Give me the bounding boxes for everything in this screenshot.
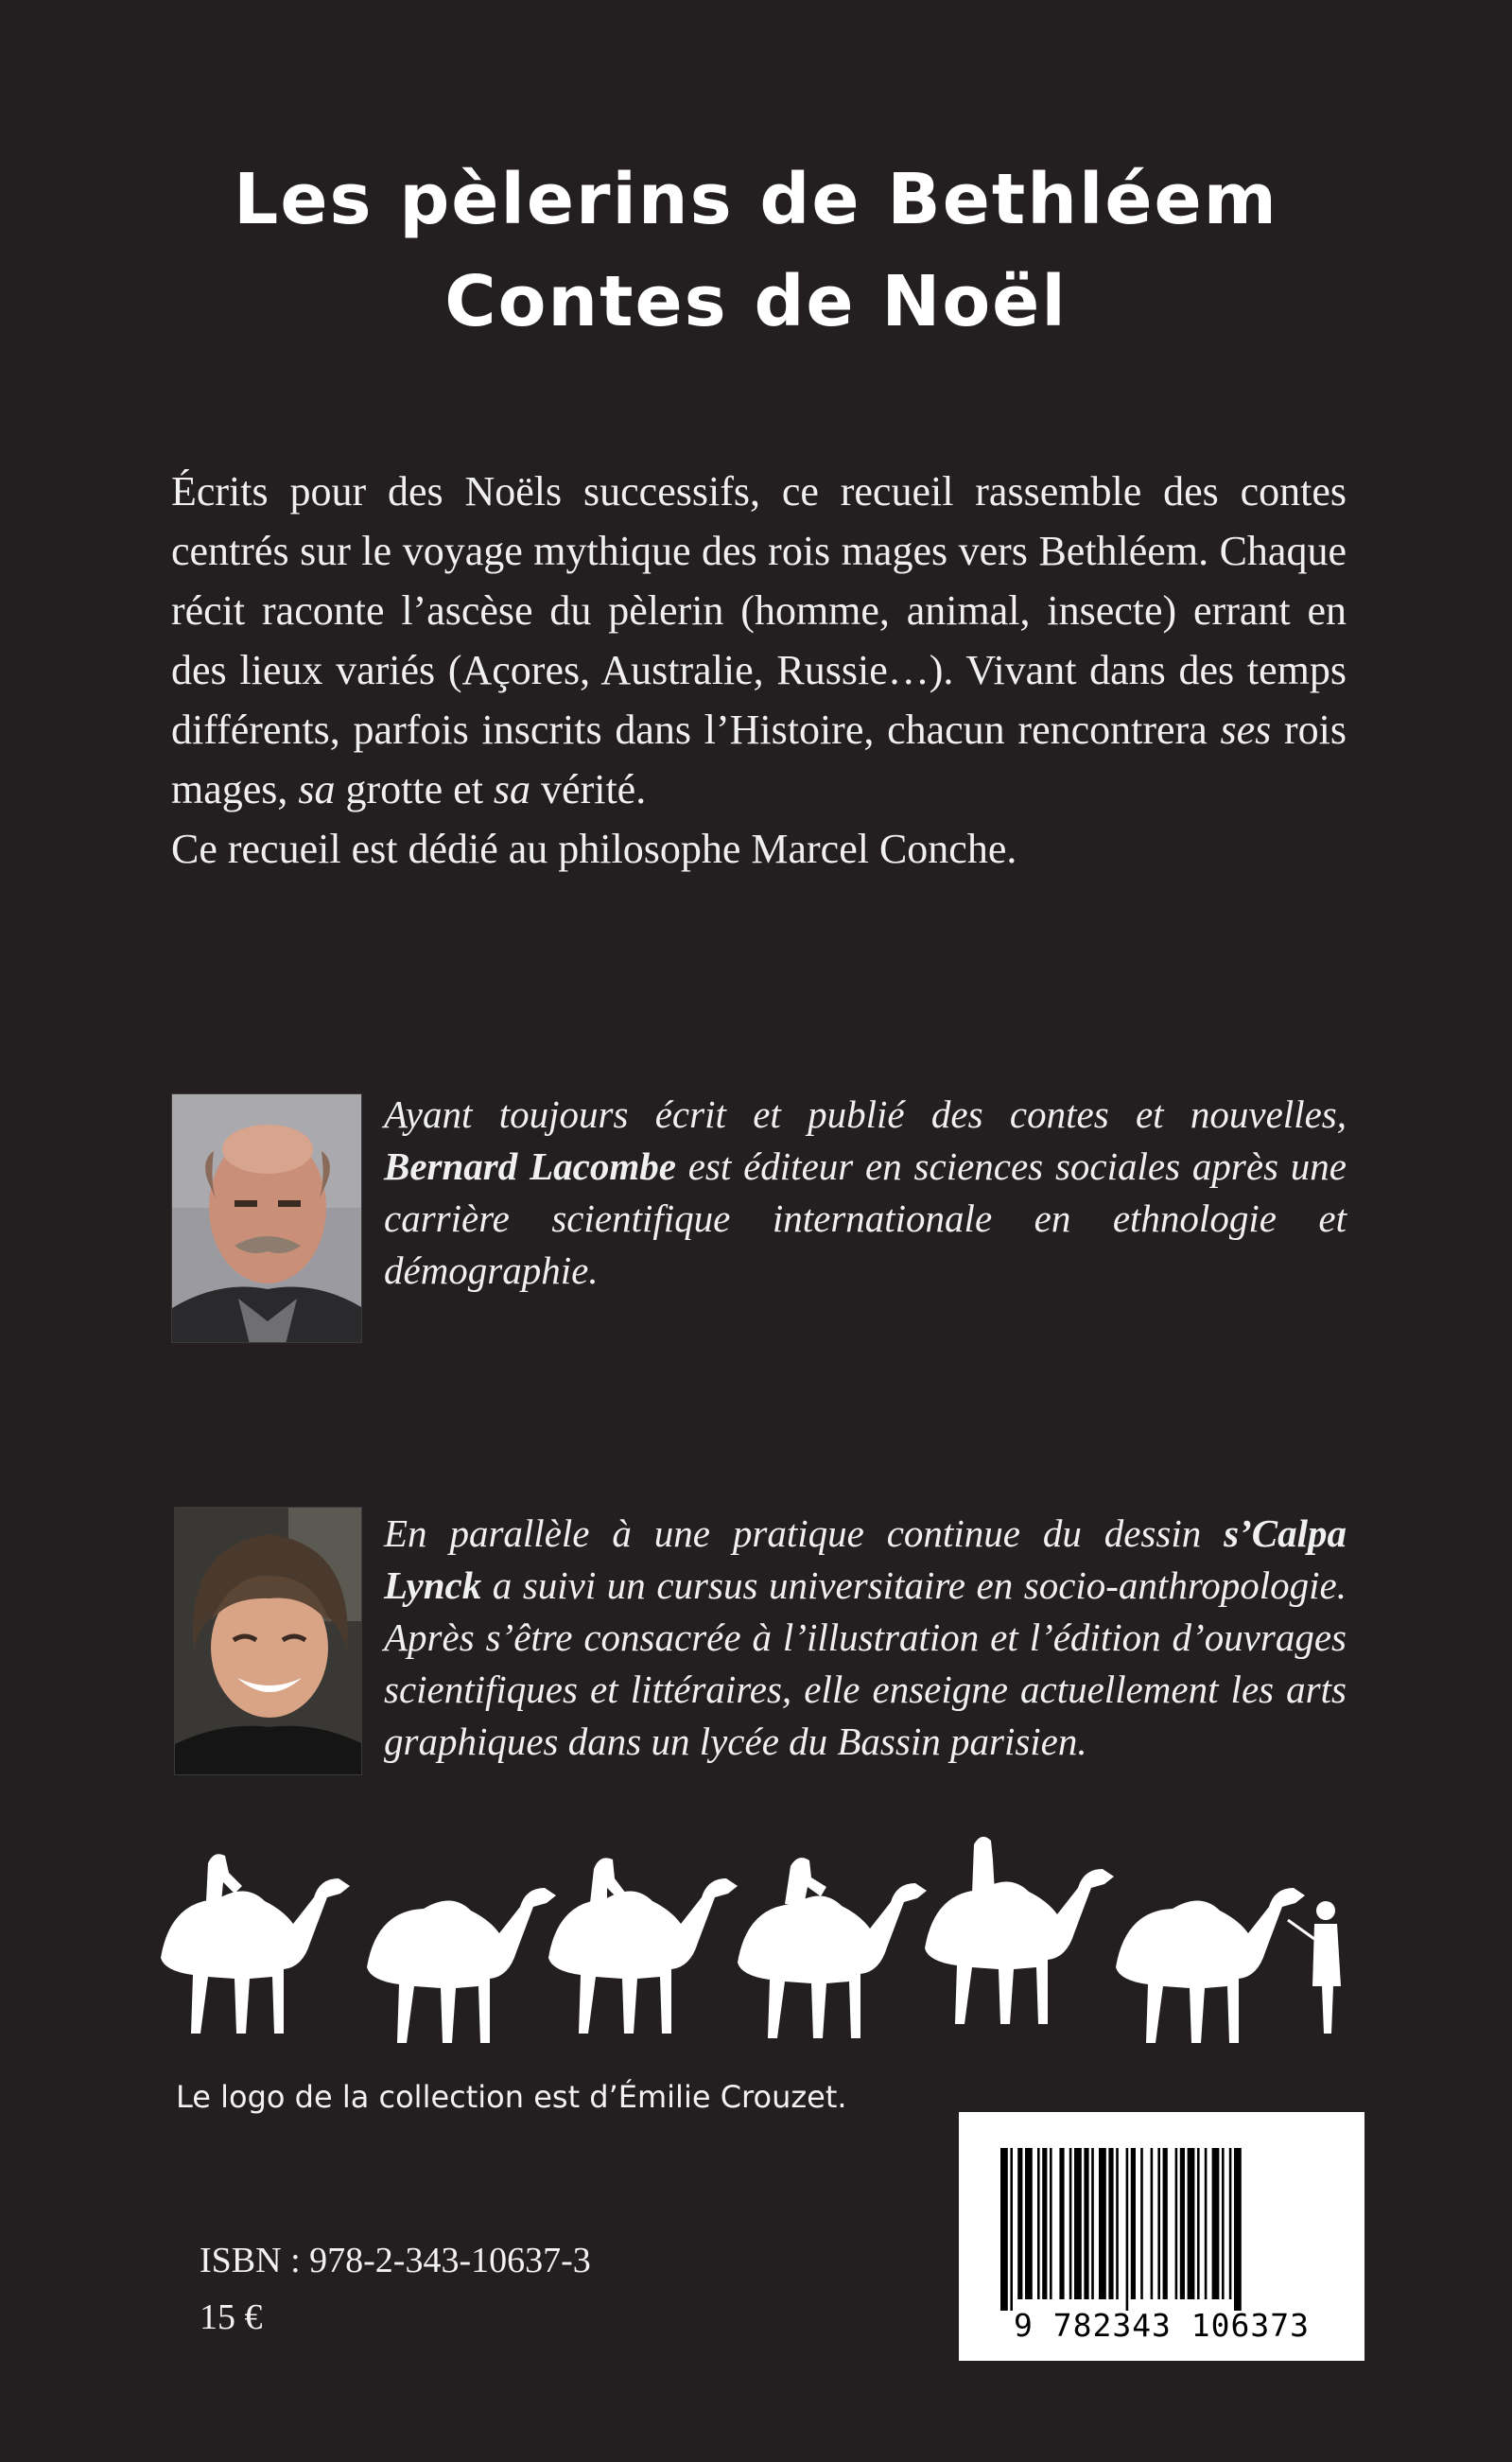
author-name: Bernard Lacombe — [384, 1144, 676, 1188]
barcode-bar — [1222, 2148, 1225, 2299]
barcode-bar — [1025, 2148, 1033, 2299]
back-cover-blurb — [171, 462, 1347, 879]
blurb-text: grotte et — [335, 766, 494, 812]
camel-1 — [161, 1854, 350, 2034]
illustrator-bio-text: En parallèle à une pratique continue du dessin — [384, 1511, 1225, 1555]
barcode-bar — [1116, 2148, 1119, 2299]
barcode — [959, 2112, 1364, 2361]
barcode-bar — [1017, 2148, 1022, 2299]
barcode-bar — [1108, 2148, 1113, 2299]
barcode-bar — [1234, 2148, 1242, 2311]
barcode-bar — [1010, 2148, 1013, 2311]
barcode-bar — [1074, 2148, 1082, 2299]
barcode-digits: 9 782343 106373 — [1013, 2307, 1310, 2344]
blurb-text: rois mages, — [171, 707, 1347, 812]
camel-3 — [548, 1858, 738, 2034]
camel-4 — [738, 1858, 927, 2038]
barcode-bar — [1042, 2148, 1047, 2299]
barcode-bar — [1091, 2148, 1094, 2299]
barcode-bar — [1050, 2148, 1052, 2299]
dedication: Ce recueil est dédié au philosophe Marcel Conche. — [171, 826, 1017, 872]
author-bio-text: est éditeur en sciences sociales après une carrière scientifique internationale en ethnologie et démographie. — [384, 1144, 1347, 1292]
barcode-bar — [1140, 2148, 1143, 2299]
barcode-bars — [959, 2112, 1364, 2311]
illustrator-bio-text: a suivi un cursus universitaire en socio-anthropologie. Après s’être consacrée à l’illustration et l’édition d’ouvrages scientifiques et littéraires, elle enseigne actuellement les arts graphiques dans un lycée du Bassin parisien. — [384, 1563, 1347, 1763]
barcode-bar — [1059, 2148, 1064, 2299]
camel-5 — [925, 1837, 1114, 2024]
walking-guide — [1288, 1901, 1341, 2034]
author-bio-text: Ayant toujours écrit et publié des contes et nouvelles, — [384, 1092, 1347, 1136]
barcode-bar — [1084, 2148, 1088, 2299]
book-title: Les pèlerins de Bethléem — [234, 159, 1278, 240]
blurb-text: vérité. — [530, 766, 647, 812]
barcode-bar — [1037, 2148, 1040, 2299]
barcode-bar — [1157, 2148, 1160, 2299]
barcode-bar — [1163, 2148, 1168, 2299]
illustrator-name: s’Calpa Lynck — [384, 1511, 1347, 1607]
barcode-bar — [1229, 2148, 1232, 2299]
barcode-bar — [1212, 2148, 1220, 2299]
illustrator-photo — [174, 1507, 362, 1775]
author-bio — [384, 1089, 1347, 1297]
barcode-bar — [1180, 2148, 1185, 2299]
camel-caravan-illustration — [151, 1835, 1362, 2052]
barcode-bar — [1197, 2148, 1200, 2299]
price: 15 € — [200, 2297, 263, 2337]
blurb-italic: sa — [493, 766, 531, 812]
barcode-bar — [1175, 2148, 1178, 2299]
barcode-bar — [1099, 2148, 1106, 2299]
blurb-italic: ses — [1220, 707, 1272, 753]
isbn: ISBN : 978-2-343-10637-3 — [200, 2241, 591, 2280]
blurb-italic: sa — [298, 766, 336, 812]
book-subtitle: Contes de Noël — [444, 261, 1068, 342]
blurb-paragraph — [171, 462, 1347, 819]
logo-credit: Le logo de la collection est d’Émilie Crouzet. — [176, 2079, 847, 2115]
barcode-bar — [1205, 2148, 1208, 2299]
author-photo — [171, 1093, 362, 1343]
camel-2 — [367, 1888, 556, 2043]
barcode-bar — [1126, 2148, 1129, 2311]
illustrator-bio — [384, 1508, 1347, 1768]
blurb-text: Écrits pour des Noëls successifs, ce recueil rassemble des contes centrés sur le voyage mythique des rois mages vers Bethléem. Chaque récit raconte l’ascèse du pèlerin (homme, animal, insecte) errant en des lieux variés (Açores, Australie, Russie…). Vivant dans des temps différents, parfois inscrits dans l’Histoire, chacun rencontrera — [171, 468, 1347, 753]
barcode-bar — [1188, 2148, 1195, 2299]
barcode-bar — [1000, 2148, 1008, 2311]
camel-6 — [1116, 1888, 1305, 2043]
barcode-bar — [1131, 2148, 1136, 2299]
barcode-bar — [1151, 2148, 1154, 2299]
barcode-bar — [1069, 2148, 1072, 2299]
